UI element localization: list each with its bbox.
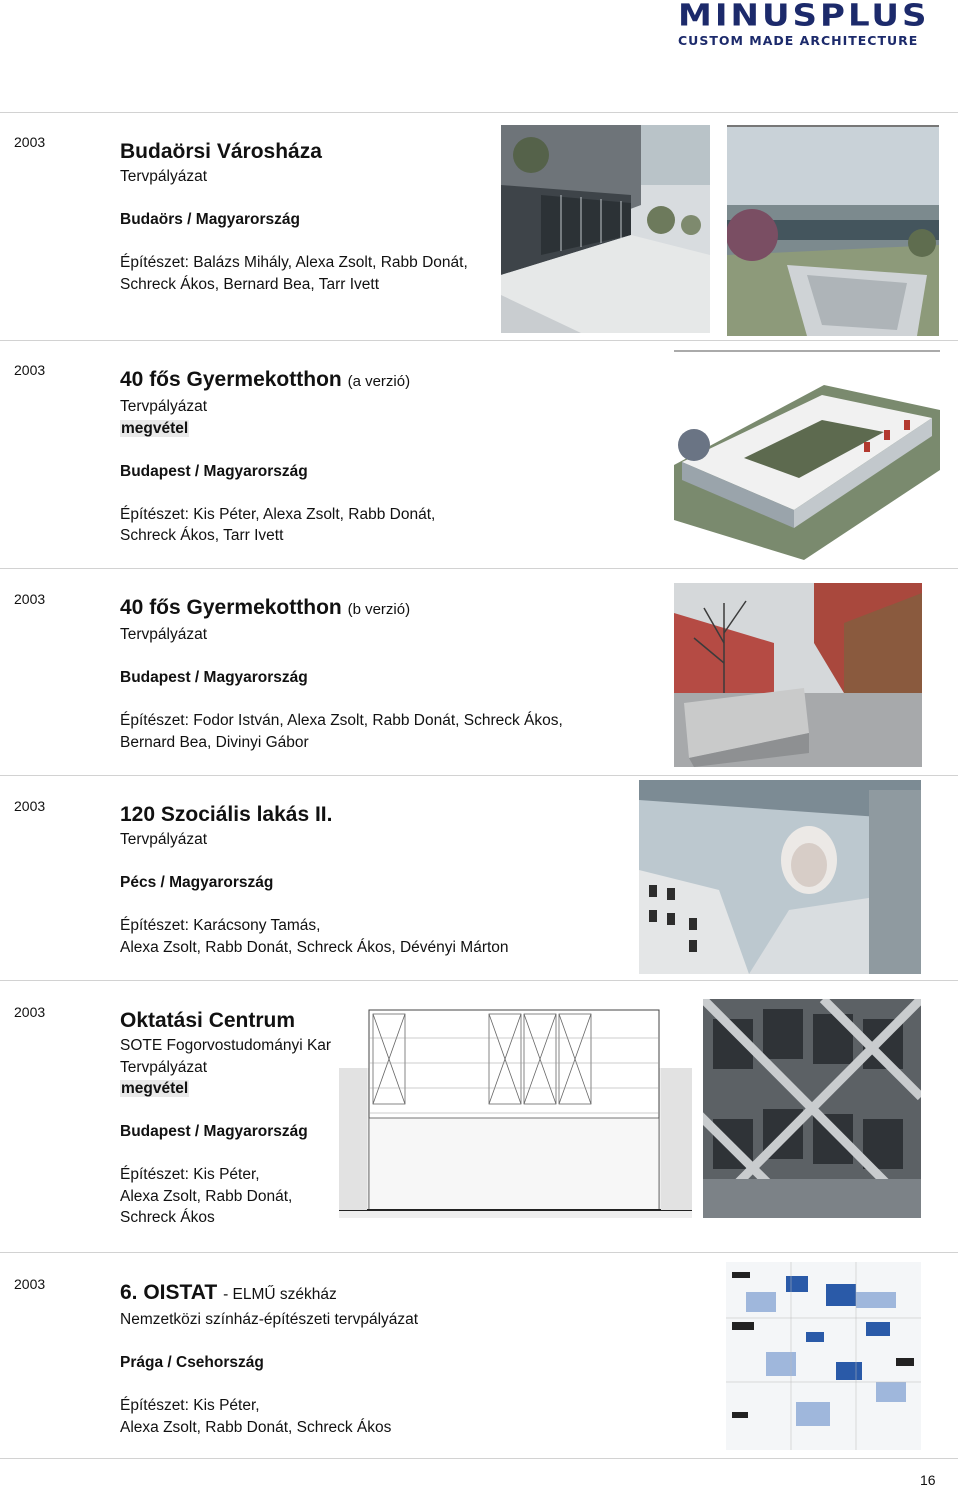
project-title: 120 Szociális lakás II. xyxy=(120,803,333,826)
project-text xyxy=(120,1007,331,1229)
divider xyxy=(0,1458,958,1459)
project-render-image xyxy=(727,125,939,336)
project-architects-line: Építészet: Fodor István, Alexa Zsolt, Rabb Donát, Schreck Ákos, xyxy=(120,712,563,729)
project-subtitle: SOTE Fogorvostudományi Kar xyxy=(120,1037,332,1054)
project-render-image xyxy=(703,999,921,1218)
project-text xyxy=(120,138,468,295)
project-title: 6. OISTAT xyxy=(120,1281,218,1304)
project-architects-line: Alexa Zsolt, Rabb Donát, xyxy=(120,1187,293,1205)
project-year: 2003 xyxy=(14,591,46,607)
project-title: Oktatási Centrum xyxy=(120,1009,296,1032)
project-title: 40 fős Gyermekotthon xyxy=(120,368,342,391)
project-text xyxy=(120,1279,418,1438)
project-title-suffix: - ELMŰ székház xyxy=(223,1286,337,1303)
project-architects-line: Építészet: Balázs Mihály, Alexa Zsolt, Rabb Donát, xyxy=(120,254,468,271)
project-entry xyxy=(0,1252,958,1458)
project-year: 2003 xyxy=(14,1004,46,1020)
project-type: Tervpályázat xyxy=(120,831,208,848)
project-location: Budaörs / Magyarország xyxy=(120,211,301,228)
project-architects-line: Építészet: Karácsony Tamás, xyxy=(120,917,321,934)
logo-wordmark: MINUSPLUS xyxy=(678,0,930,34)
project-title-suffix: (a verzió) xyxy=(347,373,411,390)
project-entry xyxy=(0,112,958,340)
project-architects-line: Schreck Ákos xyxy=(120,1209,215,1226)
project-title: Budaörsi Városháza xyxy=(120,140,322,163)
project-render-image xyxy=(501,125,710,333)
project-year: 2003 xyxy=(14,798,46,814)
project-type: Tervpályázat xyxy=(120,1058,208,1076)
project-location: Budapest / Magyarország xyxy=(120,1123,308,1140)
project-text xyxy=(120,366,435,547)
project-type: Tervpályázat xyxy=(120,626,208,643)
project-architects-line: Alexa Zsolt, Rabb Donát, Schreck Ákos xyxy=(120,1418,392,1436)
project-architects-line: Építészet: Kis Péter, xyxy=(120,1166,260,1183)
project-text xyxy=(120,594,563,753)
project-year: 2003 xyxy=(14,134,46,150)
project-architects-line: Schreck Ákos, Bernard Bea, Tarr Ivett xyxy=(120,275,380,293)
project-text xyxy=(120,801,509,958)
competition-board-image xyxy=(726,1262,921,1450)
project-architects-line: Schreck Ákos, Tarr Ivett xyxy=(120,527,284,544)
project-architects-line: Bernard Bea, Divinyi Gábor xyxy=(120,733,309,751)
page-number: 16 xyxy=(920,1472,936,1488)
project-type: Tervpályázat xyxy=(120,168,208,185)
project-entry xyxy=(0,775,958,980)
project-render-image xyxy=(639,780,921,974)
project-type: Nemzetközi színház-építészeti tervpályázat xyxy=(120,1311,419,1328)
elevation-drawing xyxy=(339,1008,692,1218)
project-type: Tervpályázat xyxy=(120,398,208,415)
project-location: Budapest / Magyarország xyxy=(120,669,308,686)
project-title-suffix: (b verzió) xyxy=(347,601,411,618)
project-year: 2003 xyxy=(14,362,46,378)
project-architects-line: Építészet: Kis Péter, Alexa Zsolt, Rabb Donát, xyxy=(120,505,436,523)
logo-tagline: CUSTOM MADE ARCHITECTURE xyxy=(678,33,919,48)
project-location: Prága / Csehország xyxy=(120,1354,264,1371)
project-architects-line: Építészet: Kis Péter, xyxy=(120,1397,260,1414)
company-logo xyxy=(678,2,938,46)
project-title: 40 fős Gyermekotthon xyxy=(120,596,342,619)
project-entry xyxy=(0,980,958,1252)
project-location: Pécs / Magyarország xyxy=(120,874,274,891)
project-render-image xyxy=(674,583,922,767)
project-architects-line: Alexa Zsolt, Rabb Donát, Schreck Ákos, Dévényi Márton xyxy=(120,938,509,956)
project-entry xyxy=(0,568,958,775)
project-year: 2003 xyxy=(14,1276,46,1292)
award-label: megvétel xyxy=(121,419,189,437)
project-entry xyxy=(0,340,958,568)
award-label: megvétel xyxy=(121,1080,189,1097)
project-render-image xyxy=(674,350,940,560)
project-location: Budapest / Magyarország xyxy=(120,462,308,480)
